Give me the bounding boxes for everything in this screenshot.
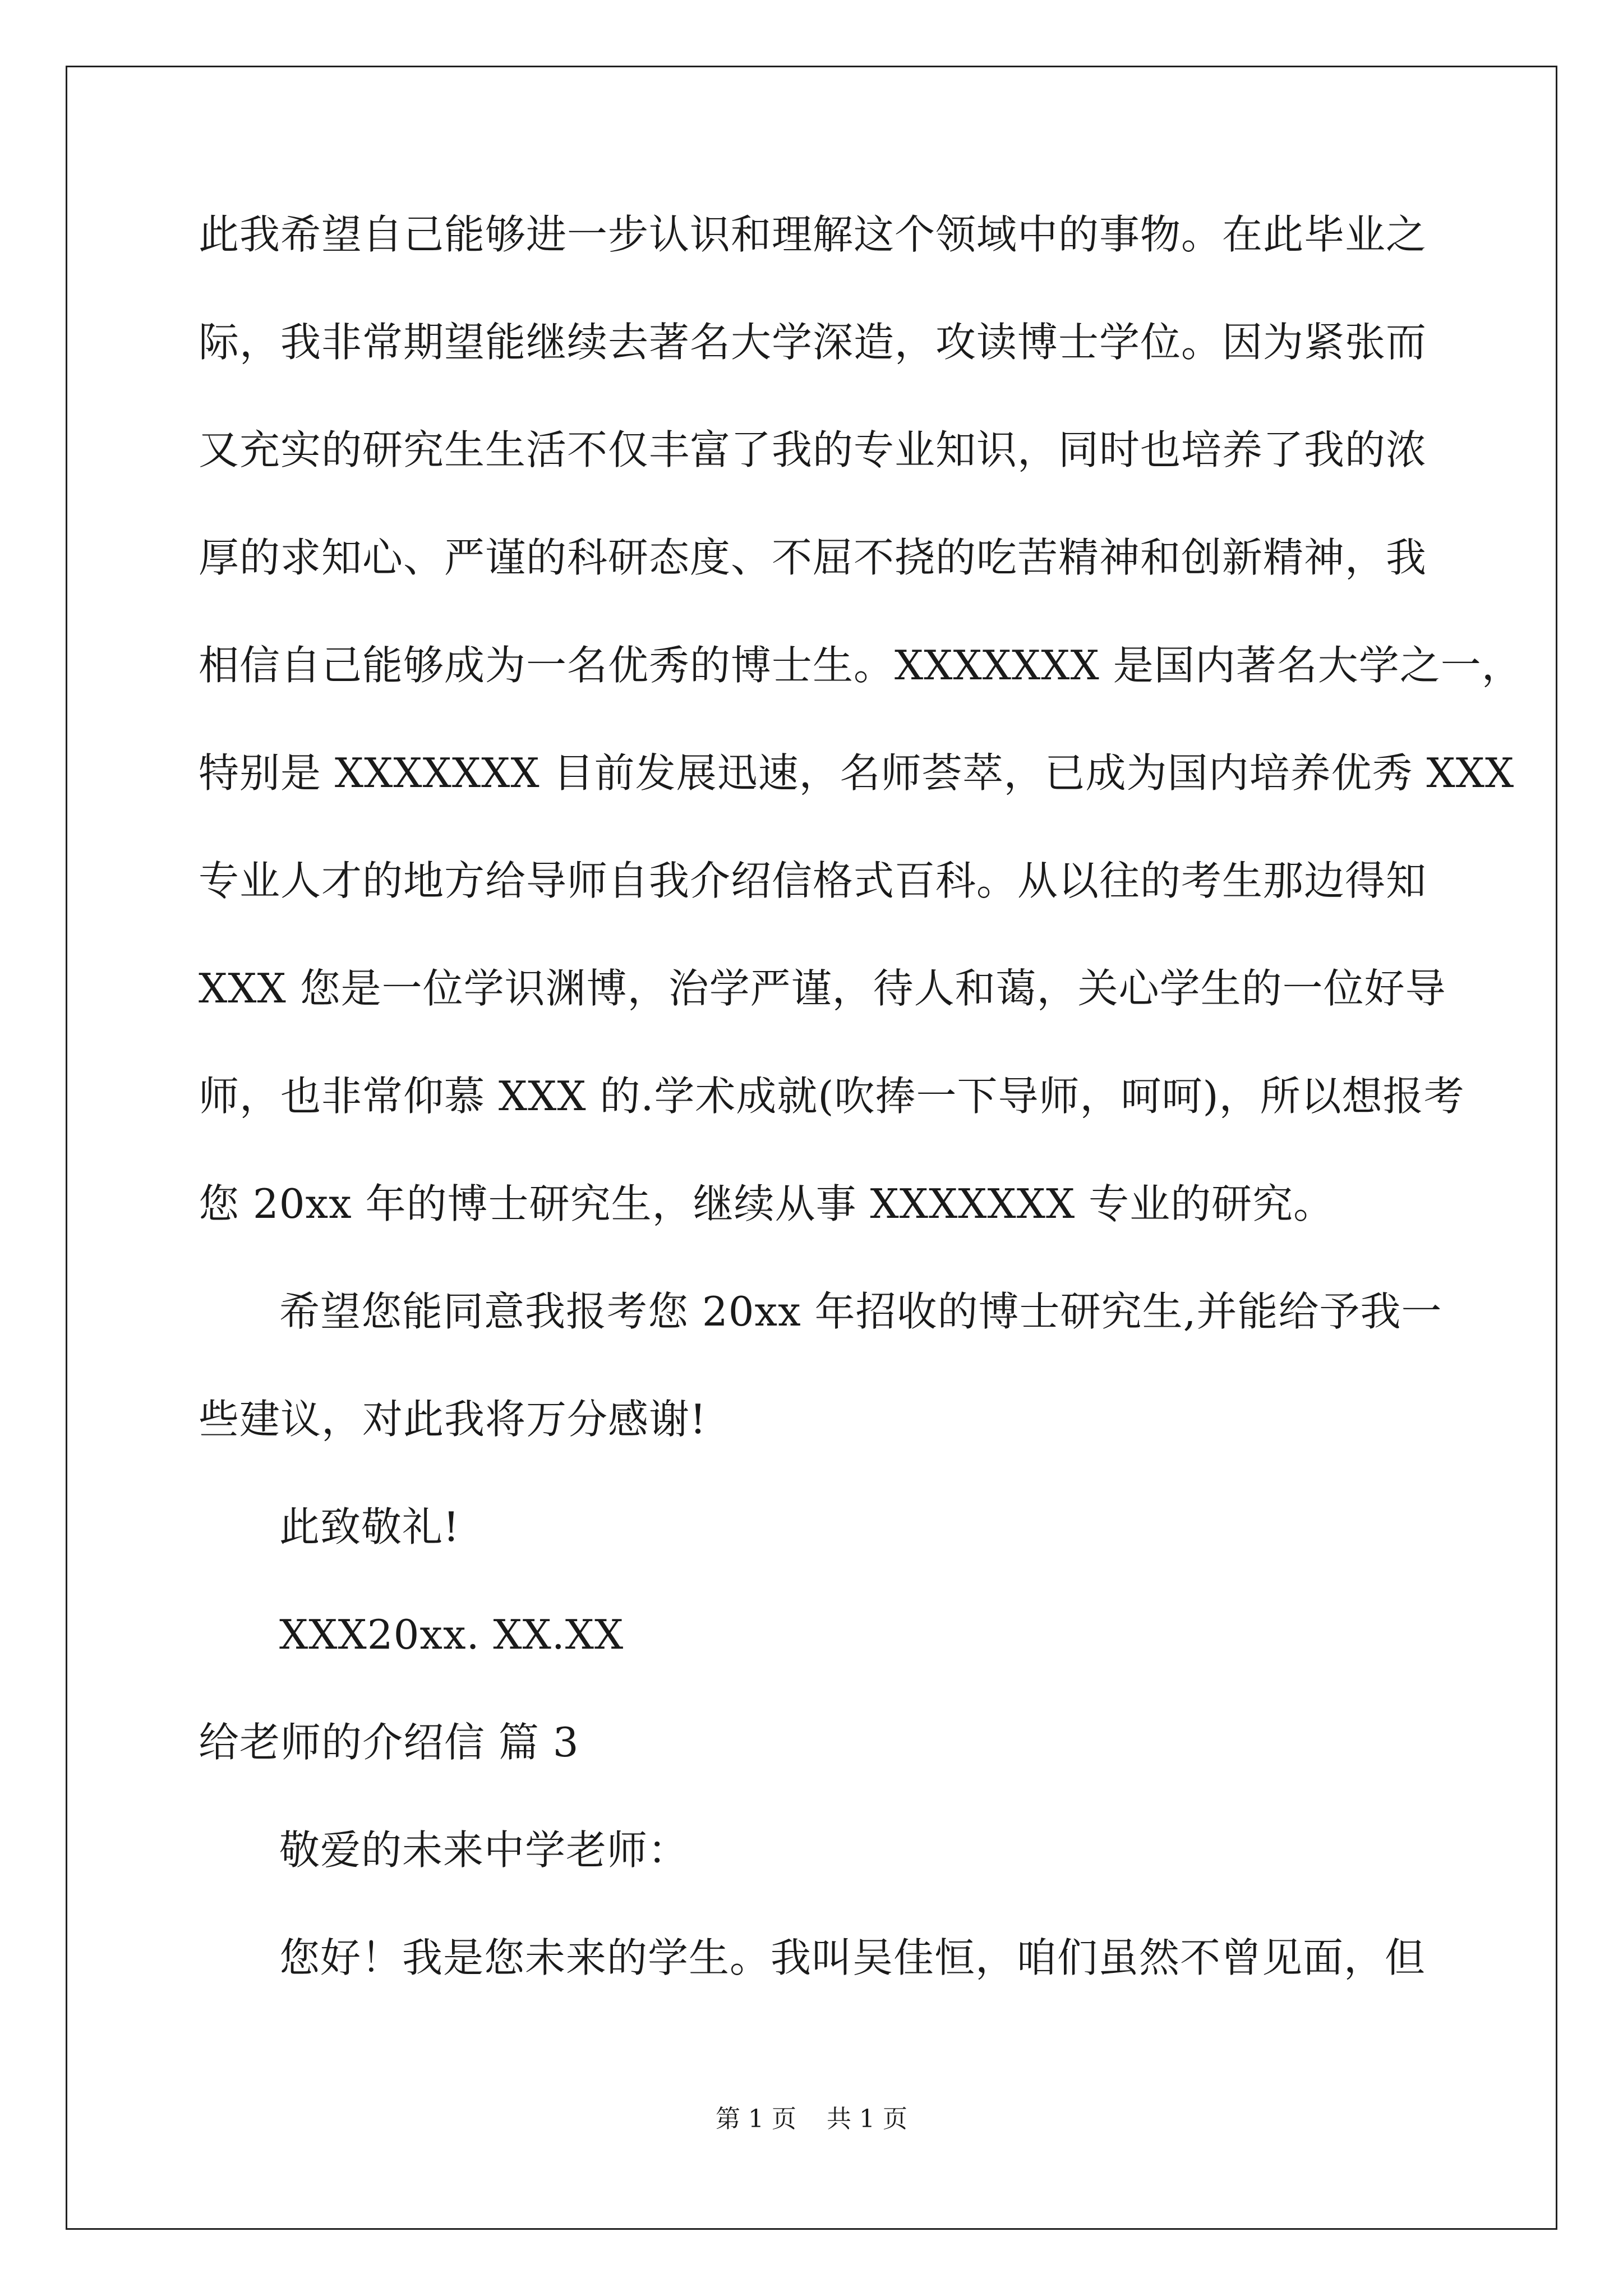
text-line: 特别是 XXXXXXX 目前发展迅速，名师荟萃，已成为国内培养优秀 XXX xyxy=(199,749,1515,797)
closing-salutation: 此致敬礼! xyxy=(279,1503,460,1550)
text-line: 际，我非常期望能继续去著名大学深造，攻读博士学位。因为紧张而 xyxy=(199,319,1427,366)
greeting: 敬爱的未来中学老师： xyxy=(279,1826,689,1874)
paragraph-line: 希望您能同意我报考您 20xx 年招收的博士研究生,并能给予我一 xyxy=(279,1288,1442,1335)
section-heading: 给老师的介绍信 篇 3 xyxy=(199,1719,579,1766)
text-line: 些建议，对此我将万分感谢! xyxy=(199,1396,707,1443)
paragraph-line: 您好！我是您未来的学生。我叫吴佳恒，咱们虽然不曾见面，但 xyxy=(279,1934,1426,1981)
signature-date: XXX20xx. XX.XX xyxy=(279,1611,624,1658)
text-line: XXX 您是一位学识渊博，治学严谨，待人和蔼，关心学生的一位好导 xyxy=(199,965,1446,1012)
page-border xyxy=(66,66,1557,2230)
text-line: 厚的求知心、严谨的科研态度、不屈不挠的吃苦精神和创新精神，我 xyxy=(199,534,1427,581)
text-line: 相信自己能够成为一名优秀的博士生。XXXXXXX 是国内著名大学之一， xyxy=(199,642,1523,689)
page-footer xyxy=(0,2102,1623,2136)
page-total: 共 1 页 xyxy=(827,2105,907,2133)
text-line: 师，也非常仰慕 XXX 的.学术成就(吹捧一下导师，呵呵)，所以想报考 xyxy=(199,1073,1465,1120)
text-line: 专业人才的地方给导师自我介绍信格式百科。从以往的考生那边得知 xyxy=(199,857,1427,904)
text-line: 此我希望自己能够进一步认识和理解这个领域中的事物。在此毕业之 xyxy=(199,211,1427,258)
text-line: 您 20xx 年的博士研究生，继续从事 XXXXXXX 专业的研究。 xyxy=(199,1180,1335,1227)
page-number: 第 1 页 xyxy=(716,2105,796,2133)
text-line: 又充实的研究生生活不仅丰富了我的专业知识，同时也培养了我的浓 xyxy=(199,426,1427,473)
